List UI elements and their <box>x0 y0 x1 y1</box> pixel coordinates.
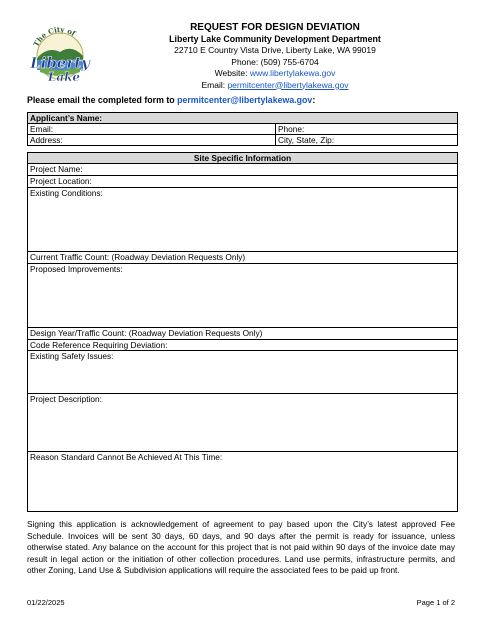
page-number: Page 1 of 2 <box>416 598 455 607</box>
design-year-field[interactable]: Design Year/Traffic Count: (Roadway Deviation Requests Only) <box>28 328 458 340</box>
department-address: 22710 E Country Vista Drive, Liberty Lake, WA 99019 <box>174 45 376 55</box>
project-location-field[interactable]: Project Location: <box>28 176 458 188</box>
applicant-name-field[interactable]: Applicant’s Name: <box>28 113 458 124</box>
instruction-suffix: : <box>312 95 316 105</box>
reason-field[interactable]: Reason Standard Cannot Be Achieved At This Time: <box>28 452 458 512</box>
project-name-field[interactable]: Project Name: <box>28 164 458 176</box>
applicant-table <box>27 112 458 146</box>
department-name: Liberty Lake Community Development Department <box>169 33 381 44</box>
traffic-count-field[interactable]: Current Traffic Count: (Roadway Deviation Requests Only) <box>28 252 458 264</box>
submission-instruction <box>27 95 315 105</box>
existing-conditions-field[interactable]: Existing Conditions: <box>28 188 458 252</box>
revision-date: 01/22/2025 <box>27 598 65 607</box>
site-info-heading: Site Specific Information <box>28 153 458 164</box>
fee-agreement-text: Signing this application is acknowledgement of agreement to pay based upon the City’s latest approved Fee Schedule. Invoices will be sent 30 days, 60 days, and 90 days after the permit is ready for issuance, unless otherwise stated. Any balance on the account for this project that is not paid within 90 days of the invoice date may result in legal action or the initiation of other collection procedures. Land use permits, infrastructure permits, and other Zoning, Land Use & Subdivision applications will require the associated fees to be paid up front. <box>27 519 455 575</box>
applicant-address-field[interactable]: Address: <box>28 135 276 146</box>
project-description-field[interactable]: Project Description: <box>28 394 458 452</box>
email-link[interactable]: permitcenter@libertylakewa.gov <box>227 79 349 90</box>
form-title: REQUEST FOR DESIGN DEVIATION <box>190 22 360 33</box>
code-reference-field[interactable]: Code Reference Requiring Deviation: <box>28 340 458 351</box>
website-label: Website: <box>214 68 250 78</box>
svg-text:The City of: The City of <box>31 26 78 49</box>
applicant-email-field[interactable]: Email: <box>28 124 276 135</box>
instruction-text: Please email the completed form to <box>27 95 178 105</box>
department-phone: Phone: (509) 755-6704 <box>231 56 319 67</box>
email-label: Email: <box>201 79 228 90</box>
email-line <box>110 80 440 92</box>
applicant-phone-field[interactable]: Phone: <box>276 124 458 135</box>
instruction-email-link[interactable]: permitcenter@libertylakewa.gov <box>177 95 313 105</box>
svg-text:Liberty: Liberty <box>30 54 90 72</box>
document-header <box>110 22 440 91</box>
website-link[interactable]: www.libertylakewa.gov <box>249 68 336 78</box>
svg-text:Lake: Lake <box>47 70 81 84</box>
site-info-table <box>27 152 458 512</box>
applicant-city-field[interactable]: City, State, Zip: <box>276 135 458 146</box>
safety-issues-field[interactable]: Existing Safety Issues: <box>28 351 458 394</box>
proposed-improvements-field[interactable]: Proposed Improvements: <box>28 264 458 328</box>
website-line <box>110 68 440 80</box>
city-logo <box>28 26 92 86</box>
